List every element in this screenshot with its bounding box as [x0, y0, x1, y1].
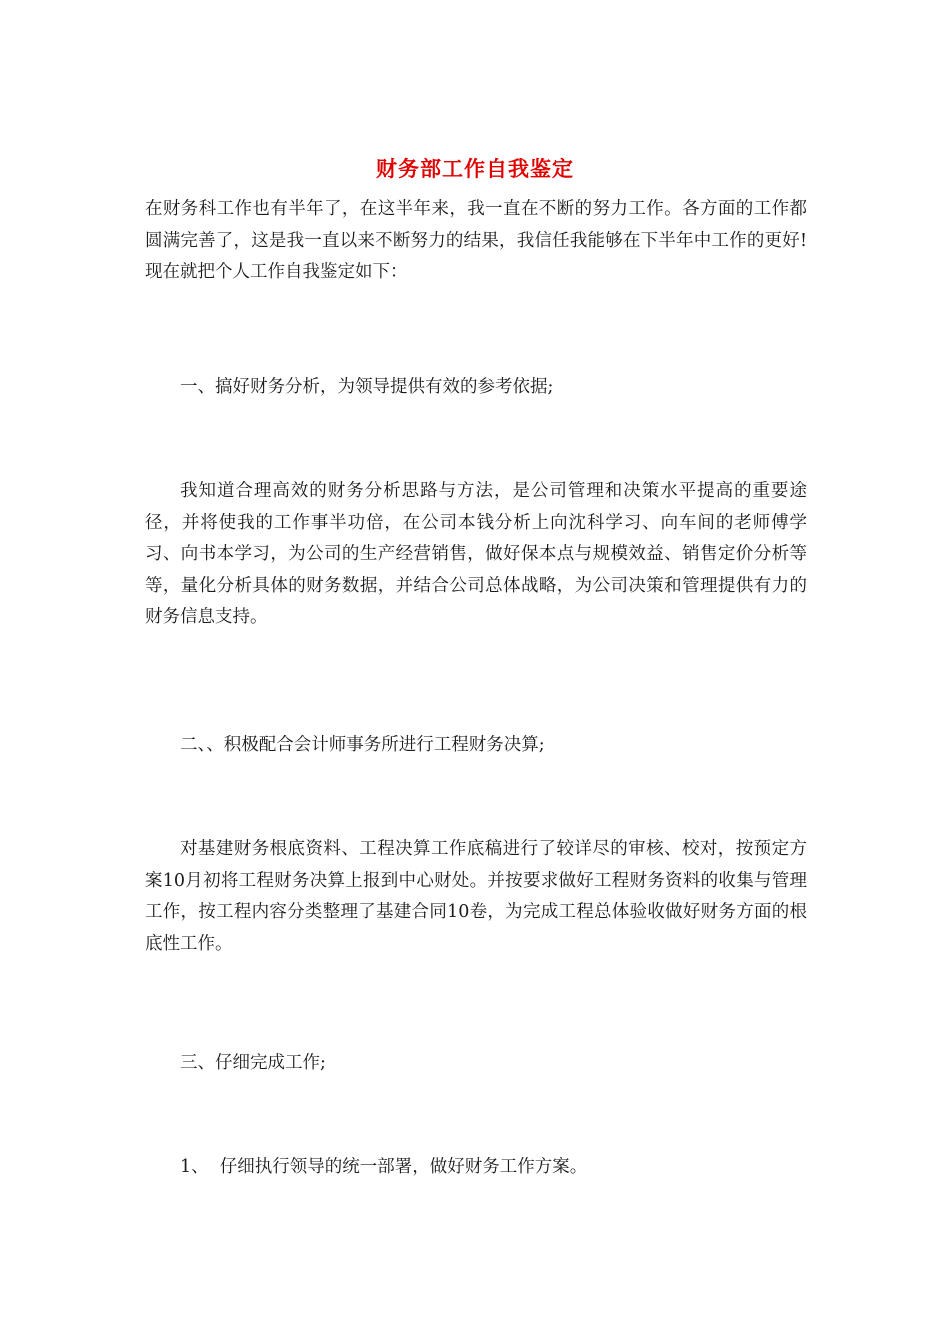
section-heading-3: 三、仔细完成工作; — [180, 1053, 326, 1073]
intro-paragraph: 在财务科工作也有半年了，在这半年来，我一直在不断的努力工作。各方面的工作都圆满完善了，这是我一直以来不断努力的结果，我信任我能够在下半年中工作的更好!现在就把个人工作自我鉴定如下： — [145, 199, 807, 282]
section-heading-2: 二、、积极配合会计师事务所进行工程财务决算; — [180, 735, 545, 755]
section-body-1: 我知道合理高效的财务分析思路与方法，是公司管理和决策水平提高的重要途径，并将使我的工作事半功倍，在公司本钱分析上向沈科学习、向车间的老师傅学习、向书本学习，为公司的生产经营销售，做好保本点与规模效益、销售定价分析等等，量化分析具体的财务数据，并结合公司总体战略，为公司决策和管理提供有力的财务信息支持。 — [145, 481, 807, 627]
document-title: 财务部工作自我鉴定 — [376, 156, 574, 181]
list-item-1: 1、 仔细执行领导的统一部署，做好财务工作方案。 — [180, 1157, 588, 1177]
section-body-2: 对基建财务根底资料、工程决算工作底稿进行了较详尽的审核、校对，按预定方案10月初将工程财务决算上报到中心财处。并按要求做好工程财务资料的收集与管理工作，按工程内容分类整理了基建合同10卷，为完成工程总体验收做好财务方面的根底性工作。 — [145, 839, 807, 954]
section-heading-1: 一、搞好财务分析，为领导提供有效的参考依据; — [180, 377, 554, 397]
